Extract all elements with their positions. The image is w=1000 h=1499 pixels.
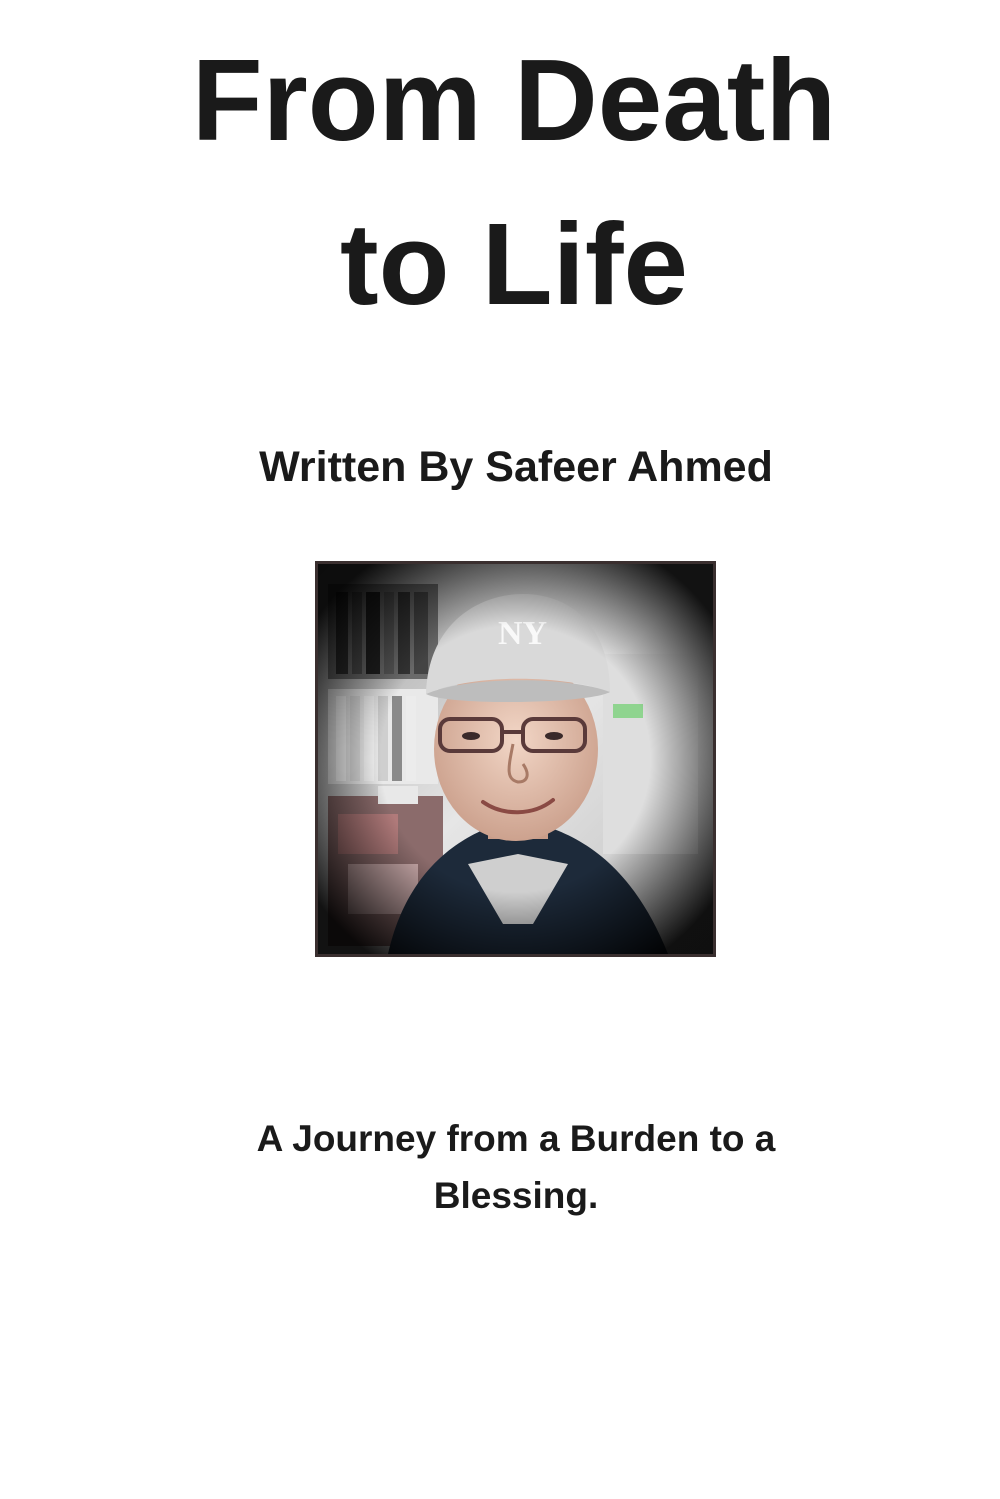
book-title-line-1: From Death <box>191 35 837 165</box>
book-title-line-2: to Life <box>340 199 688 329</box>
book-subtitle <box>16 1110 1000 1224</box>
subtitle-line-2: Blessing. <box>433 1175 599 1216</box>
subtitle-line-1: A Journey from a Burden to a <box>256 1118 776 1159</box>
author-photo <box>315 561 716 957</box>
author-byline: Written By Safeer Ahmed <box>259 443 773 491</box>
author-portrait-image <box>318 564 713 954</box>
